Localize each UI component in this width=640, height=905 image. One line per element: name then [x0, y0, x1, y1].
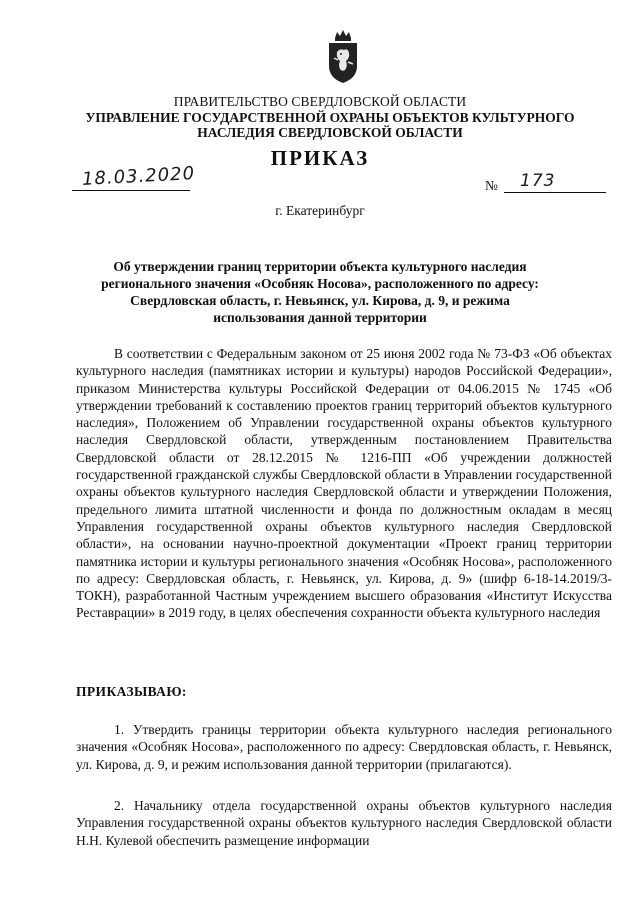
- number-underline: [504, 192, 606, 193]
- order-word: ПРИКАЗЫВАЮ:: [76, 684, 187, 699]
- government-name: ПРАВИТЕЛЬСТВО СВЕРДЛОВСКОЙ ОБЛАСТИ: [173, 94, 467, 109]
- item-number: 2.: [114, 798, 125, 813]
- date-underline: [72, 190, 190, 191]
- order-item: [76, 797, 612, 849]
- coat-of-arms-icon: [326, 28, 360, 84]
- city: г. Екатеринбург: [275, 203, 365, 218]
- item-text: Утвердить границы территории объекта культурного наследия регионального значения «Особняк Носова», расположенного по адресу: Свердловская область, г. Невьянск, ул. Кирова, д. 9, и режим использования данной территории (прилагаются).: [76, 722, 612, 772]
- order-subject: Об утверждении границ территории объекта культурного наследия регионального значения «Особняк Носова», расположенного по адресу: Свердловская область, г. Невьянск, ул. Кирова, д. 9, и режима использования данной территории: [101, 259, 539, 325]
- document-type: ПРИКАЗ: [270, 146, 370, 170]
- preamble-paragraph: В соответствии с Федеральным законом от 25 июня 2002 года № 73-ФЗ «Об объектах культурного наследия (памятниках истории и культуры) народов Российской Федерации», приказом Министерства культуры Российской Федерации от 04.06.2015 № 1745 «Об утверждении требований к составлению проектов границ территорий объектов культурного наследия», Положением об Управлении государственной охраны объектов культурного наследия Свердловской области, утвержденным постановлением Правительства Свердловской области от 28.12.2015 № 1216-ПП «Об учреждении должностей государственной гражданской службы Свердловской области в Управлении государственной охраны объектов культурного наследия Свердловской области и утверждении Положения, предельного лимита штатной численности и фонда по должностным окладам в месяц Управления государственной охраны объектов культурного наследия Свердловской области», на основании научно-проектной документации «Проект границ территории памятника истории и культуры регионального значения «Особняк Носова», расположенного по адресу: Свердловская область, г. Невьянск, ул. Кирова, д. 9» (шифр 6-18-14.2019/3-ТОКН), разработанной Частным учреждением высшего образования «Институт Искусства Реставрации» в 2019 году, в целях обеспечения сохранности объекта культурного наследия: [76, 346, 612, 621]
- number-label: №: [485, 178, 498, 193]
- handwritten-number: 173: [520, 171, 556, 191]
- item-number: 1.: [114, 722, 125, 737]
- handwritten-date: 18.03.2020: [81, 163, 196, 190]
- order-item: [76, 721, 612, 773]
- item-text: Начальнику отдела государственной охраны объектов культурного наследия Управления государственной охраны объектов культурного наследия Свердловской области Н.Н. Кулевой обеспечить размещение информации: [76, 798, 612, 848]
- department-name: УПРАВЛЕНИЕ ГОСУДАРСТВЕННОЙ ОХРАНЫ ОБЪЕКТОВ КУЛЬТУРНОГО НАСЛЕДИЯ СВЕРДЛОВСКОЙ ОБЛАСТИ: [85, 110, 575, 140]
